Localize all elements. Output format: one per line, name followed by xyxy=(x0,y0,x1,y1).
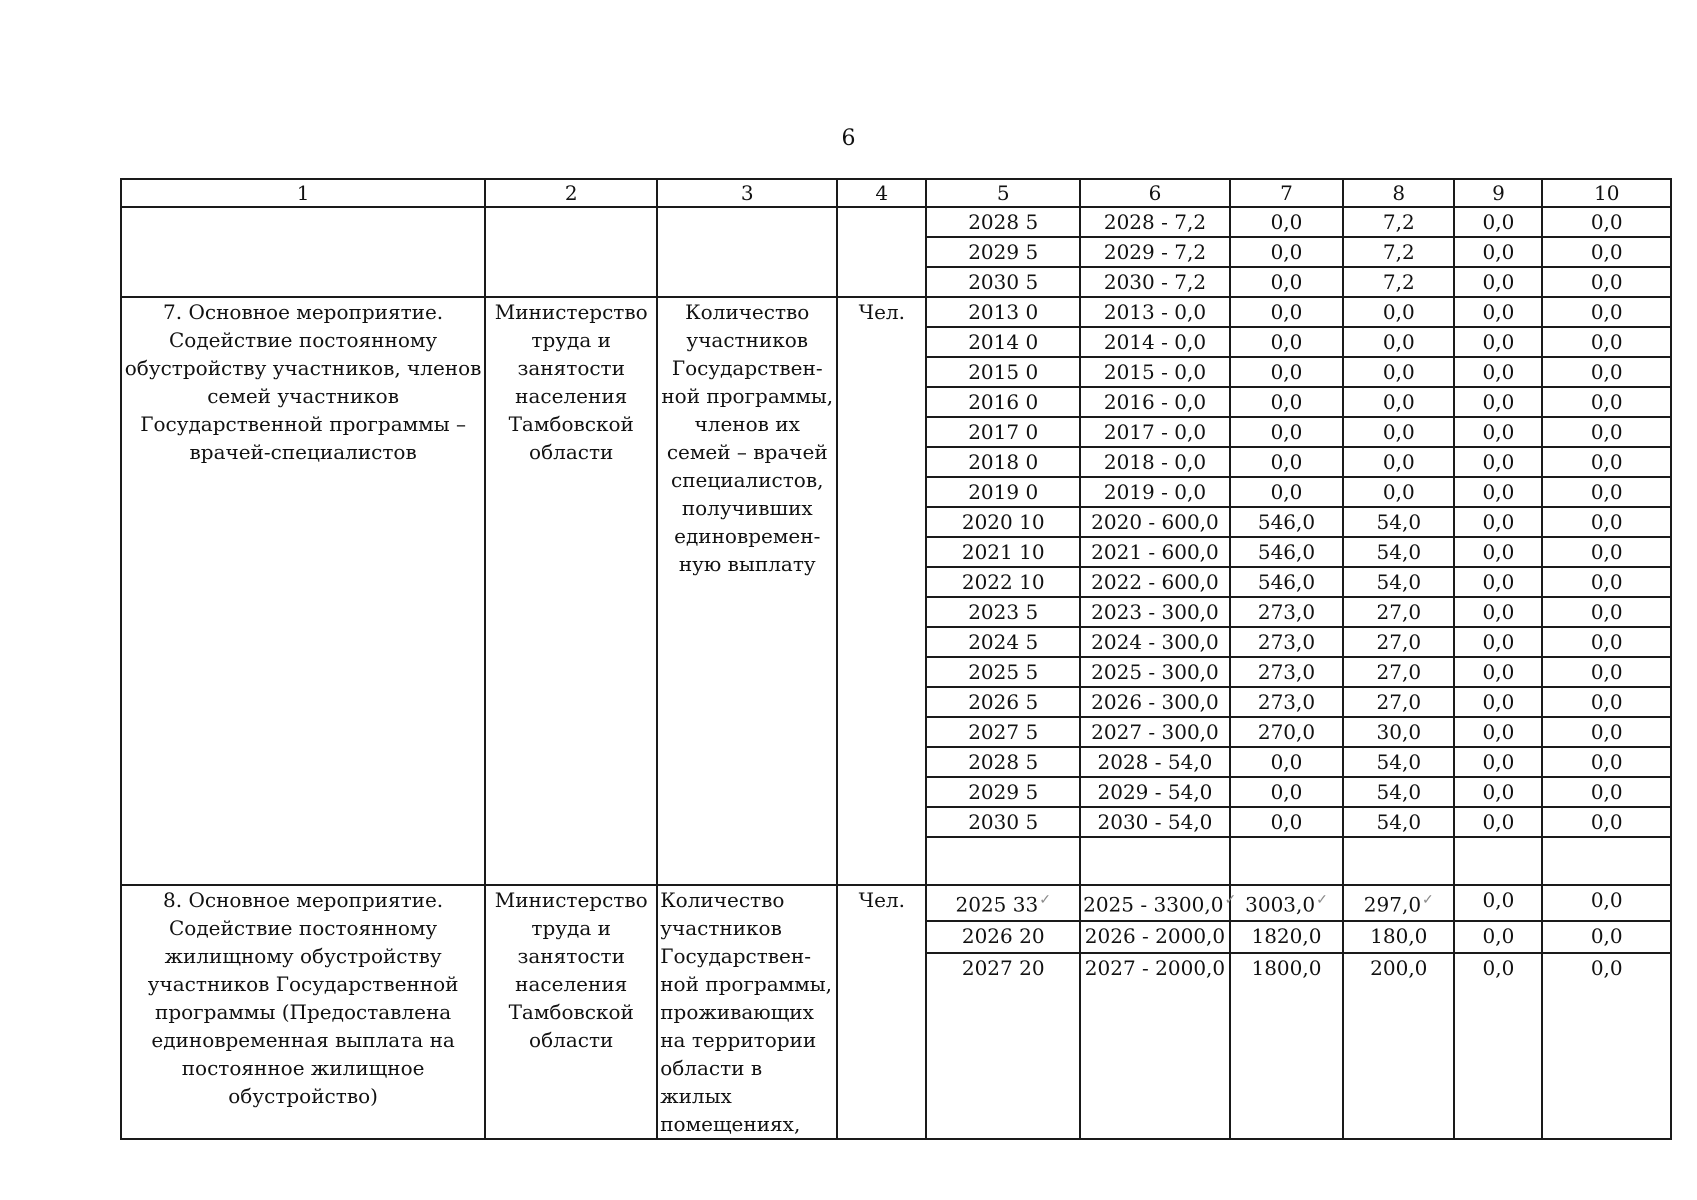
table-cell-c8: 200,0 xyxy=(1343,953,1454,1139)
table-cell-c8: 0,0 xyxy=(1343,477,1454,507)
column-header: 1 xyxy=(121,179,485,207)
table-cell-c9: 0,0 xyxy=(1454,687,1542,717)
table-cell-c7: 1820,0 xyxy=(1230,921,1343,952)
table-cell-c8: 27,0 xyxy=(1343,657,1454,687)
table-cell-c8: 0,0 xyxy=(1343,357,1454,387)
empty-cell xyxy=(657,207,837,297)
table-cell-c8: 7,2 xyxy=(1343,237,1454,267)
table-cell-c9: 0,0 xyxy=(1454,417,1542,447)
table-cell-c10: 0,0 xyxy=(1542,207,1671,237)
table-cell-c9: 0,0 xyxy=(1454,885,1542,921)
table-cell-c6: 2020 - 600,0 xyxy=(1080,507,1230,537)
table-cell-c6: 2027 - 300,0 xyxy=(1080,717,1230,747)
table-cell-c8: 30,0 xyxy=(1343,717,1454,747)
table-cell-c7: 0,0 xyxy=(1230,447,1343,477)
table-cell-c9: 0,0 xyxy=(1454,357,1542,387)
empty-cell xyxy=(837,207,926,297)
table-cell-c5: 2027 5 xyxy=(926,717,1080,747)
table-cell-c10: 0,0 xyxy=(1542,267,1671,297)
table-cell-c6: 2022 - 600,0 xyxy=(1080,567,1230,597)
table-cell-c7: 0,0 xyxy=(1230,777,1343,807)
table-cell-c6: 2026 - 2000,0 xyxy=(1080,921,1230,952)
table-cell-c8: 54,0 xyxy=(1343,747,1454,777)
table-cell-c8: 54,0 xyxy=(1343,777,1454,807)
table-cell-c7: 0,0 xyxy=(1230,327,1343,357)
empty-cell xyxy=(1343,837,1454,885)
table-cell-c5: 2024 5 xyxy=(926,627,1080,657)
table-cell-c10: 0,0 xyxy=(1542,717,1671,747)
table-cell-c6: 2029 - 7,2 xyxy=(1080,237,1230,267)
page-number: 6 xyxy=(841,126,856,151)
table-cell-c6: 2025 - 3300,0✓ xyxy=(1080,885,1230,921)
table-cell-c5: 2029 5 xyxy=(926,777,1080,807)
table-cell-c10: 0,0 xyxy=(1542,507,1671,537)
table-cell-c9: 0,0 xyxy=(1454,207,1542,237)
table-cell-c5: 2018 0 xyxy=(926,447,1080,477)
table-cell-c8: 0,0 xyxy=(1343,297,1454,327)
table-cell-c8: 0,0 xyxy=(1343,447,1454,477)
table-cell-c6: 2015 - 0,0 xyxy=(1080,357,1230,387)
empty-cell xyxy=(121,207,485,297)
section7-title: 7. Основное мероприятие. Содействие постоянному обустройству участников, членов семей участников Государственной программы – врачей-специалистов xyxy=(121,297,485,885)
section8-unit: Чел. xyxy=(837,885,926,1139)
table-cell-c6: 2030 - 54,0 xyxy=(1080,807,1230,837)
empty-cell xyxy=(1080,837,1230,885)
table-cell-c9: 0,0 xyxy=(1454,297,1542,327)
table-cell-c10: 0,0 xyxy=(1542,687,1671,717)
table-cell-c5: 2025 33✓ xyxy=(926,885,1080,921)
table-cell-c6: 2028 - 54,0 xyxy=(1080,747,1230,777)
program-table xyxy=(120,178,1672,1140)
table-cell-c9: 0,0 xyxy=(1454,267,1542,297)
table-cell-c5: 2015 0 xyxy=(926,357,1080,387)
table-cell-c8: 54,0 xyxy=(1343,807,1454,837)
table-cell-c9: 0,0 xyxy=(1454,717,1542,747)
table-cell-c9: 0,0 xyxy=(1454,777,1542,807)
table-cell-c9: 0,0 xyxy=(1454,807,1542,837)
table-cell-c5: 2030 5 xyxy=(926,807,1080,837)
table-cell-c9: 0,0 xyxy=(1454,627,1542,657)
table-cell-c10: 0,0 xyxy=(1542,567,1671,597)
table-cell-c6: 2024 - 300,0 xyxy=(1080,627,1230,657)
table-cell-c9: 0,0 xyxy=(1454,567,1542,597)
table-cell-c8: 0,0 xyxy=(1343,417,1454,447)
table-cell-c8: 7,2 xyxy=(1343,267,1454,297)
section7-executor: Министерство труда и занятости населения Тамбовской области xyxy=(485,297,657,885)
table-cell-c8: 7,2 xyxy=(1343,207,1454,237)
table-cell-c6: 2028 - 7,2 xyxy=(1080,207,1230,237)
table-cell-c5: 2027 20 xyxy=(926,953,1080,1139)
section8-indicator: Количество участников Государствен-ной программы, проживающих на территории области в жилых помещениях, xyxy=(657,885,837,1139)
empty-cell xyxy=(485,207,657,297)
table-cell-c8: 297,0✓ xyxy=(1343,885,1454,921)
table-cell-c8: 0,0 xyxy=(1343,387,1454,417)
table-cell-c7: 273,0 xyxy=(1230,657,1343,687)
table-cell-c6: 2021 - 600,0 xyxy=(1080,537,1230,567)
table-cell-c6: 2027 - 2000,0 xyxy=(1080,953,1230,1139)
table-cell-c10: 0,0 xyxy=(1542,237,1671,267)
table-cell-c5: 2026 20 xyxy=(926,921,1080,952)
table-cell-c5: 2025 5 xyxy=(926,657,1080,687)
table-cell-c10: 0,0 xyxy=(1542,417,1671,447)
table-cell-c10: 0,0 xyxy=(1542,953,1671,1139)
table-cell-c7: 0,0 xyxy=(1230,417,1343,447)
table-cell-c9: 0,0 xyxy=(1454,657,1542,687)
table-cell-c5: 2028 5 xyxy=(926,207,1080,237)
table-row xyxy=(121,885,1671,921)
table-cell-c6: 2016 - 0,0 xyxy=(1080,387,1230,417)
section7-unit: Чел. xyxy=(837,297,926,885)
column-header: 8 xyxy=(1343,179,1454,207)
table-cell-c5: 2026 5 xyxy=(926,687,1080,717)
table-cell-c5: 2029 5 xyxy=(926,237,1080,267)
table-cell-c9: 0,0 xyxy=(1454,387,1542,417)
table-cell-c6: 2030 - 7,2 xyxy=(1080,267,1230,297)
table-cell-c7: 0,0 xyxy=(1230,807,1343,837)
table-cell-c6: 2017 - 0,0 xyxy=(1080,417,1230,447)
table-cell-c5: 2019 0 xyxy=(926,477,1080,507)
table-row xyxy=(121,297,1671,327)
table-cell-c5: 2014 0 xyxy=(926,327,1080,357)
table-cell-c10: 0,0 xyxy=(1542,537,1671,567)
column-header: 3 xyxy=(657,179,837,207)
table-cell-c7: 273,0 xyxy=(1230,627,1343,657)
table-cell-c7: 1800,0 xyxy=(1230,953,1343,1139)
header-row xyxy=(121,179,1671,207)
table-cell-c10: 0,0 xyxy=(1542,657,1671,687)
table-cell-c5: 2022 10 xyxy=(926,567,1080,597)
column-header: 9 xyxy=(1454,179,1542,207)
table-cell-c9: 0,0 xyxy=(1454,747,1542,777)
table-cell-c10: 0,0 xyxy=(1542,387,1671,417)
table-cell-c10: 0,0 xyxy=(1542,921,1671,952)
table-cell-c6: 2018 - 0,0 xyxy=(1080,447,1230,477)
table-cell-c9: 0,0 xyxy=(1454,953,1542,1139)
table-cell-c10: 0,0 xyxy=(1542,777,1671,807)
table-cell-c9: 0,0 xyxy=(1454,327,1542,357)
table-cell-c6: 2014 - 0,0 xyxy=(1080,327,1230,357)
table-cell-c5: 2028 5 xyxy=(926,747,1080,777)
empty-cell xyxy=(1454,837,1542,885)
column-header: 10 xyxy=(1542,179,1671,207)
table-cell-c8: 0,0 xyxy=(1343,327,1454,357)
table-cell-c5: 2030 5 xyxy=(926,267,1080,297)
table-cell-c5: 2017 0 xyxy=(926,417,1080,447)
table-cell-c8: 54,0 xyxy=(1343,507,1454,537)
table-cell-c7: 546,0 xyxy=(1230,537,1343,567)
table-cell-c10: 0,0 xyxy=(1542,747,1671,777)
table-cell-c9: 0,0 xyxy=(1454,237,1542,267)
table-cell-c10: 0,0 xyxy=(1542,627,1671,657)
table-cell-c10: 0,0 xyxy=(1542,357,1671,387)
section8-executor: Министерство труда и занятости населения Тамбовской области xyxy=(485,885,657,1139)
table-cell-c8: 27,0 xyxy=(1343,687,1454,717)
table-cell-c9: 0,0 xyxy=(1454,447,1542,477)
table-cell-c10: 0,0 xyxy=(1542,327,1671,357)
table-cell-c10: 0,0 xyxy=(1542,297,1671,327)
table-cell-c10: 0,0 xyxy=(1542,807,1671,837)
check-mark-icon: ✓ xyxy=(1224,892,1237,908)
table-cell-c7: 0,0 xyxy=(1230,267,1343,297)
table-cell-c7: 0,0 xyxy=(1230,357,1343,387)
check-mark-icon: ✓ xyxy=(1316,892,1328,908)
check-mark-icon: ✓ xyxy=(1422,892,1434,908)
table-cell-c6: 2019 - 0,0 xyxy=(1080,477,1230,507)
table-cell-c7: 0,0 xyxy=(1230,747,1343,777)
table-cell-c10: 0,0 xyxy=(1542,597,1671,627)
column-header: 4 xyxy=(837,179,926,207)
table-cell-c7: 3003,0✓ xyxy=(1230,885,1343,921)
empty-cell xyxy=(1542,837,1671,885)
table-cell-c9: 0,0 xyxy=(1454,597,1542,627)
table-cell-c6: 2013 - 0,0 xyxy=(1080,297,1230,327)
table-cell-c9: 0,0 xyxy=(1454,921,1542,952)
table-cell-c8: 54,0 xyxy=(1343,567,1454,597)
table-row xyxy=(121,207,1671,237)
table-cell-c10: 0,0 xyxy=(1542,447,1671,477)
table-cell-c7: 0,0 xyxy=(1230,297,1343,327)
table-cell-c7: 546,0 xyxy=(1230,507,1343,537)
column-header: 6 xyxy=(1080,179,1230,207)
column-header: 5 xyxy=(926,179,1080,207)
table-cell-c8: 27,0 xyxy=(1343,627,1454,657)
table-cell-c7: 0,0 xyxy=(1230,207,1343,237)
table-cell-c9: 0,0 xyxy=(1454,477,1542,507)
table-cell-c8: 27,0 xyxy=(1343,597,1454,627)
table-cell-c7: 0,0 xyxy=(1230,387,1343,417)
table-cell-c5: 2023 5 xyxy=(926,597,1080,627)
table-cell-c9: 0,0 xyxy=(1454,537,1542,567)
table-cell-c7: 0,0 xyxy=(1230,237,1343,267)
table-cell-c5: 2020 10 xyxy=(926,507,1080,537)
column-header: 2 xyxy=(485,179,657,207)
table-cell-c6: 2029 - 54,0 xyxy=(1080,777,1230,807)
table-cell-c8: 180,0 xyxy=(1343,921,1454,952)
table-cell-c5: 2013 0 xyxy=(926,297,1080,327)
section7-indicator: Количество участников Государствен-ной программы, членов их семей – врачей специалистов, получивших единовремен-ную выплату xyxy=(657,297,837,885)
table-cell-c7: 0,0 xyxy=(1230,477,1343,507)
table-cell-c9: 0,0 xyxy=(1454,507,1542,537)
section8-title: 8. Основное мероприятие. Содействие постоянному жилищному обустройству участников Государственной программы (Предоставлена единовременная выплата на постоянное жилищное обустройство) xyxy=(121,885,485,1139)
column-header: 7 xyxy=(1230,179,1343,207)
table-cell-c6: 2025 - 300,0 xyxy=(1080,657,1230,687)
table-cell-c7: 273,0 xyxy=(1230,597,1343,627)
table-cell-c10: 0,0 xyxy=(1542,477,1671,507)
table-cell-c6: 2023 - 300,0 xyxy=(1080,597,1230,627)
table-cell-c7: 546,0 xyxy=(1230,567,1343,597)
table-cell-c5: 2016 0 xyxy=(926,387,1080,417)
empty-cell xyxy=(1230,837,1343,885)
table-cell-c10: 0,0 xyxy=(1542,885,1671,921)
table-cell-c7: 273,0 xyxy=(1230,687,1343,717)
table-cell-c7: 270,0 xyxy=(1230,717,1343,747)
check-mark-icon: ✓ xyxy=(1039,892,1051,908)
table-cell-c5: 2021 10 xyxy=(926,537,1080,567)
table-cell-c6: 2026 - 300,0 xyxy=(1080,687,1230,717)
empty-cell xyxy=(926,837,1080,885)
table-cell-c8: 54,0 xyxy=(1343,537,1454,567)
